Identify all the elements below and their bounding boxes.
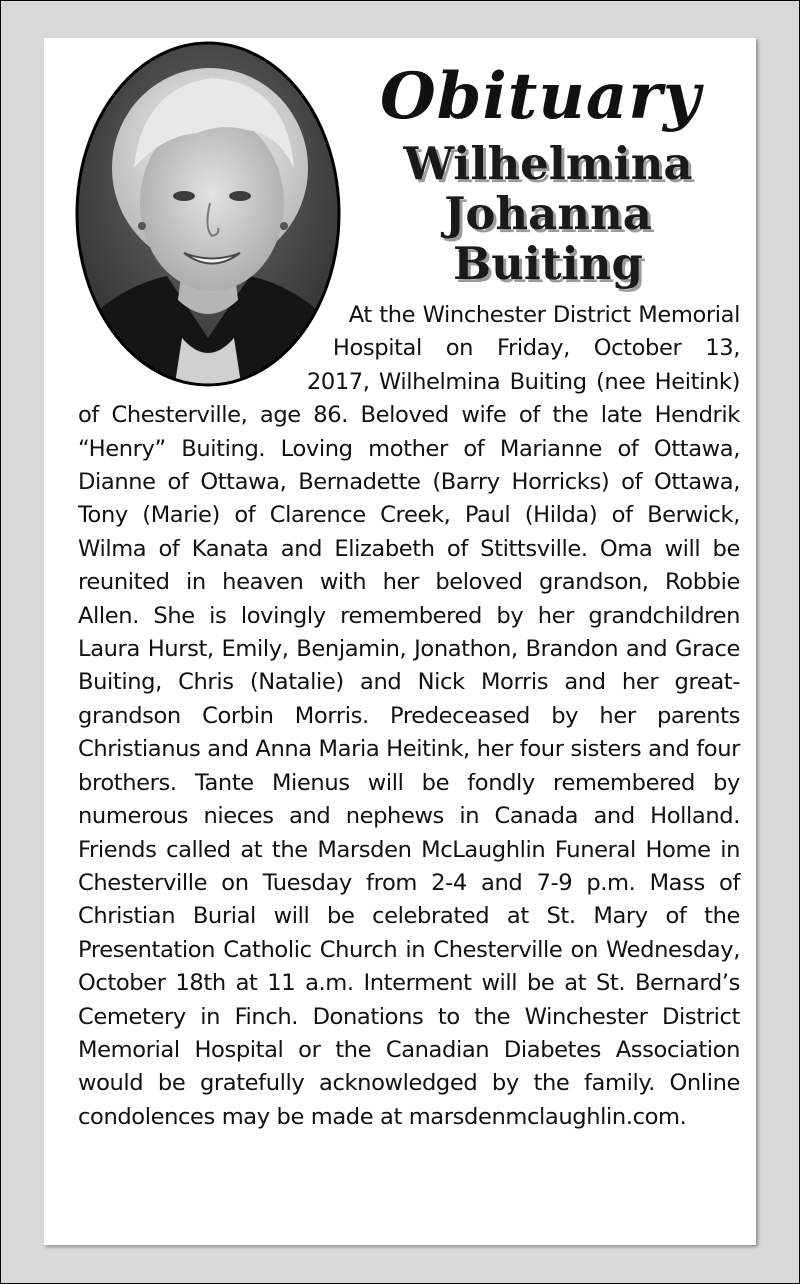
deceased-name-line1: Wilhelmina <box>403 137 693 190</box>
portrait-photo-image <box>72 38 344 390</box>
deceased-name-line2: Johanna Buiting <box>444 187 652 290</box>
obituary-body: At the Winchester District Memorial Hospital on Friday, October 13, 2017, Wilhelmina Buiting (nee Heitink) of Chesterville, age 86. Beloved wife of the late Hendrik “Henry” Buiting. Loving mother of Marianne of Ottawa, Dianne of Ottawa, Bernadette (Barry Horricks) of Ottawa, Tony (Marie) of Clarence Creek, Paul (Hilda) of Berwick, Wilma of Kanata and Elizabeth of Stittsville. Oma will be reunited in heaven with her beloved grandson, Robbie Allen. She is lovingly remembered by her grandchildren Laura Hurst, Emily, Benjamin, Jonathon, Brandon and Grace Buiting, Chris (Natalie) and Nick Morris and her great-grandson Corbin Morris. Predeceased by her parents Christianus and Anna Maria Heitink, her four sisters and four brothers. Tante Mienus will be fondly remembered by numerous nieces and nephews in Canada and Holland. Friends called at the Marsden McLaughlin Funeral Home in Chesterville on Tuesday from 2-4 and 7-9 p.m. Mass of Christian Burial will be celebrated at St. Mary of the Presentation Catholic Church in Chesterville on Wednesday, October 18th at 11 a.m. Interment will be at St. Bernard’s Cemetery in Finch. Donations to the Winchester District Memorial Hospital or the Canadian Diabetes Association would be gratefully acknowledged by the family. Online condolences may be made at marsdenmclaughlin.com. <box>78 302 740 1130</box>
obituary-content <box>78 47 740 1134</box>
obituary-heading: Obituary <box>379 59 702 134</box>
obituary-card <box>44 38 756 1245</box>
portrait-photo <box>72 38 344 390</box>
